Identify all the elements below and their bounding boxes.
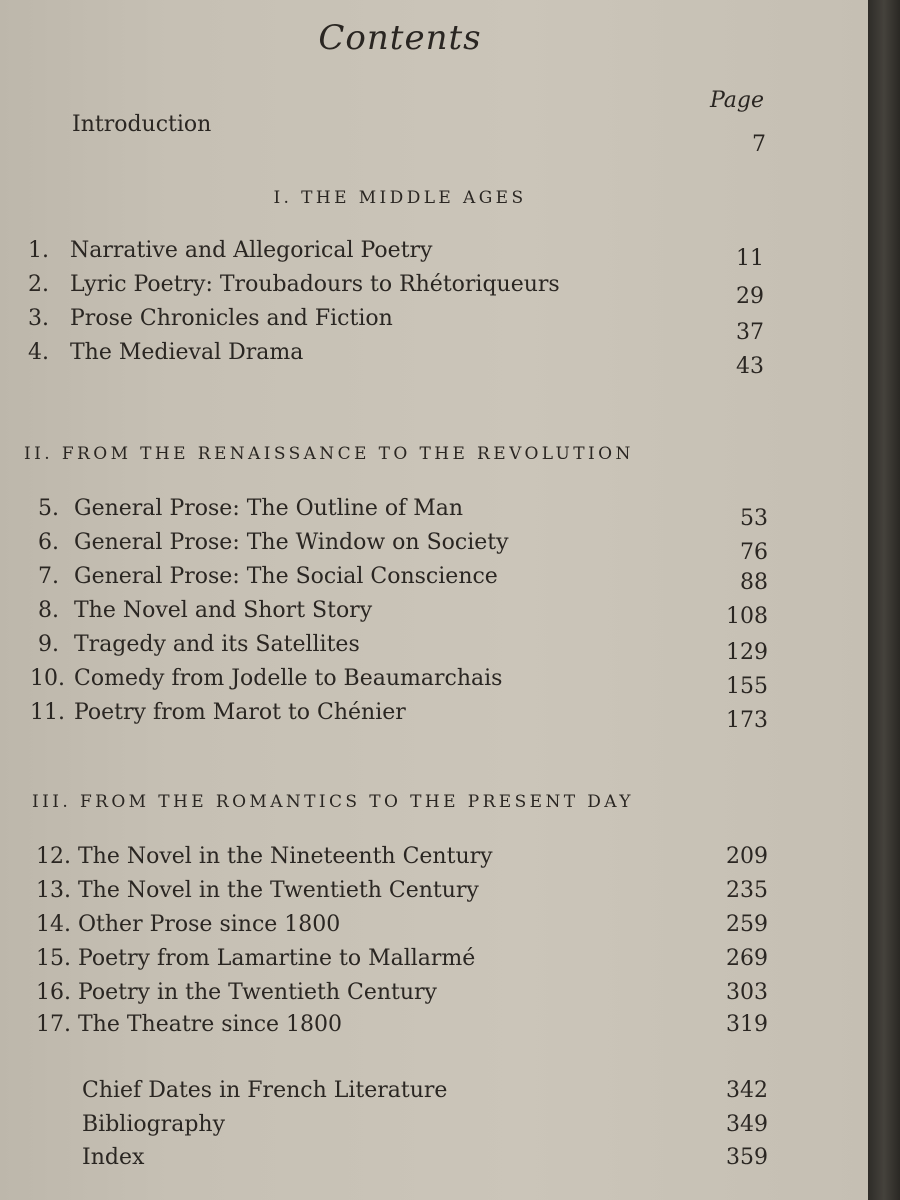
back-matter-label: Chief Dates in French Literature [82, 1078, 448, 1103]
chapter-number: 9. [38, 632, 59, 657]
chapter-page: 269 [726, 946, 768, 971]
chapter-title: Poetry in the Twentieth Century [78, 980, 437, 1005]
chapter-title: General Prose: The Social Conscience [74, 564, 498, 589]
chapter-title: Comedy from Jodelle to Beaumarchais [74, 666, 503, 691]
toc-entry-back-matter [82, 1145, 768, 1175]
chapter-title: Tragedy and its Satellites [74, 632, 360, 657]
toc-entry [30, 666, 768, 699]
chapter-number: 6. [38, 530, 59, 555]
chapter-page: 108 [726, 604, 768, 629]
chapter-number: 2. [28, 272, 49, 297]
chapter-page: 29 [736, 284, 764, 309]
toc-entry-page: 7 [752, 132, 766, 157]
chapter-page: 235 [726, 878, 768, 903]
chapter-page: 88 [740, 570, 768, 595]
chapter-page: 209 [726, 844, 768, 869]
chapter-number: 8. [38, 598, 59, 623]
back-matter-page: 359 [726, 1145, 768, 1170]
chapter-page: 11 [736, 246, 764, 271]
chapter-title: Poetry from Marot to Chénier [74, 700, 406, 725]
toc-entry-back-matter [82, 1078, 768, 1108]
chapter-number: 1. [28, 238, 49, 263]
back-matter-label: Bibliography [82, 1112, 225, 1137]
toc-entry-introduction [72, 112, 766, 157]
chapter-number: 14. [36, 912, 71, 937]
toc-entry [36, 980, 768, 1010]
chapter-number: 16. [36, 980, 71, 1005]
page-title: Contents [318, 18, 482, 58]
chapter-page: 37 [736, 320, 764, 345]
chapter-number: 10. [30, 666, 65, 691]
chapter-page: 53 [740, 506, 768, 531]
toc-entry [30, 700, 768, 733]
chapter-page: 76 [740, 540, 768, 565]
chapter-number: 17. [36, 1012, 71, 1037]
chapter-title: The Medieval Drama [70, 340, 304, 365]
chapter-title: General Prose: The Outline of Man [74, 496, 464, 521]
chapter-title: Other Prose since 1800 [78, 912, 341, 937]
page-column-heading: Page [709, 88, 764, 113]
chapter-page: 155 [726, 674, 768, 699]
toc-entry [36, 878, 768, 908]
back-matter-page: 342 [726, 1078, 768, 1103]
toc-entry [36, 946, 768, 976]
chapter-number: 12. [36, 844, 71, 869]
chapter-title: The Theatre since 1800 [78, 1012, 343, 1037]
chapter-title: The Novel in the Nineteenth Century [78, 844, 493, 869]
toc-entry [38, 564, 768, 594]
chapter-title: The Novel and Short Story [74, 598, 373, 623]
chapter-number: 4. [28, 340, 49, 365]
chapter-page: 173 [726, 708, 768, 733]
chapter-title: The Novel in the Twentieth Century [78, 878, 479, 903]
part-heading: I. THE MIDDLE AGES [273, 188, 527, 208]
toc-entry [28, 306, 768, 345]
toc-entry [36, 844, 768, 874]
back-matter-page: 349 [726, 1112, 768, 1137]
toc-entry [28, 340, 768, 379]
chapter-page: 303 [726, 980, 768, 1005]
chapter-number: 15. [36, 946, 71, 971]
toc-entry [36, 912, 768, 942]
chapter-title: General Prose: The Window on Society [74, 530, 509, 555]
toc-entry [38, 496, 768, 531]
toc-entry [36, 1012, 768, 1042]
chapter-title: Lyric Poetry: Troubadours to Rhétoriqueurs [70, 272, 560, 297]
chapter-page: 319 [726, 1012, 768, 1037]
chapter-page: 129 [726, 640, 768, 665]
part-heading: III. FROM THE ROMANTICS TO THE PRESENT DAY [32, 792, 634, 812]
chapter-title: Narrative and Allegorical Poetry [70, 238, 433, 263]
book-edge [868, 0, 900, 1200]
chapter-number: 3. [28, 306, 49, 331]
toc-entry [28, 272, 768, 309]
toc-entry-label: Introduction [72, 112, 212, 137]
chapter-number: 11. [30, 700, 65, 725]
chapter-number: 5. [38, 496, 59, 521]
part-heading: II. FROM THE RENAISSANCE TO THE REVOLUTION [24, 444, 634, 464]
toc-entry [28, 238, 768, 271]
chapter-title: Prose Chronicles and Fiction [70, 306, 393, 331]
toc-entry [38, 530, 768, 565]
chapter-page: 259 [726, 912, 768, 937]
back-matter-label: Index [82, 1145, 145, 1170]
toc-entry [38, 598, 768, 628]
chapter-page: 43 [736, 354, 764, 379]
toc-entry [38, 632, 768, 665]
chapter-title: Poetry from Lamartine to Mallarmé [78, 946, 476, 971]
chapter-number: 7. [38, 564, 59, 589]
toc-entry-back-matter [82, 1112, 768, 1142]
chapter-number: 13. [36, 878, 71, 903]
